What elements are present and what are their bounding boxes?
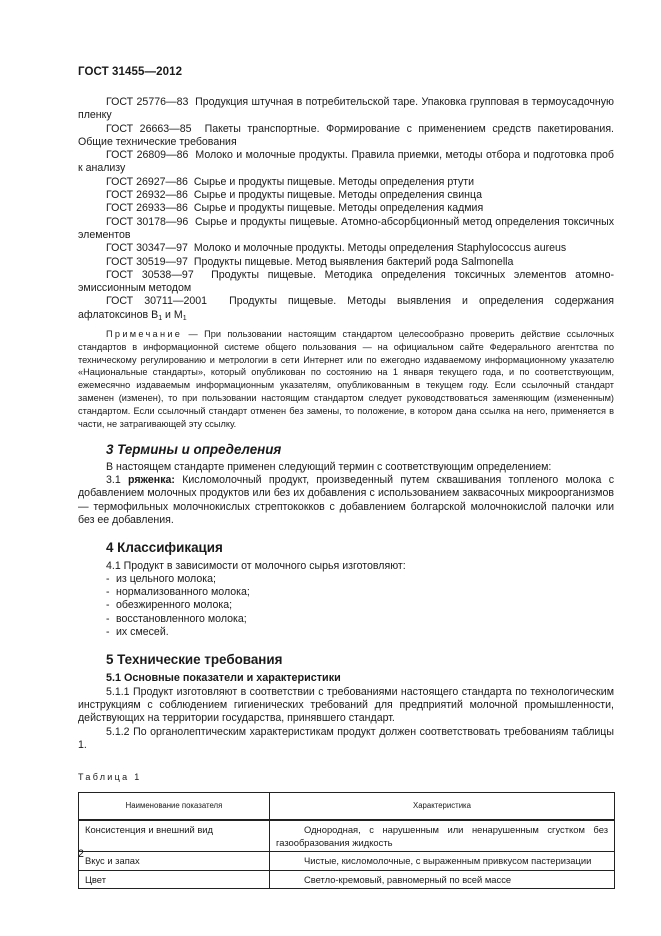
list-item-text: их смесей. (116, 625, 169, 638)
reference-title: Сырье и продукты пищевые. Методы определения ртути (193, 175, 475, 188)
subscript: 1 (158, 314, 163, 322)
table-row (79, 820, 615, 852)
table-1 (78, 792, 615, 889)
list-item: - их смесей. (106, 625, 169, 638)
term-definition-text: Кисломолочный продукт, произведенный путем сквашивания топленого молока с добавлением молочных продуктов или без их добавления с использованием заквасочных микроорганизмов — термофильных молочнокислых стрептококков с добавлением болгарской молочнокислой палочки или без ее добавления. (78, 474, 614, 526)
reference-code: ГОСТ 30519—97 (106, 255, 188, 268)
reference-code: ГОСТ 25776—83 (106, 96, 189, 108)
reference-title: Молоко и молочные продукты. Правила приемки, методы отбора и подготовка проб к анализу (78, 149, 614, 175)
list-item: - восстановленного молока; (106, 612, 247, 625)
reference-title: Продукты пищевые. Методика определения токсичных элементов атомно-эмиссионным методом (78, 268, 614, 295)
section-3-intro: В настоящем стандарте применен следующий термин с соответствующим определением: (106, 460, 552, 473)
reference-item (78, 269, 614, 296)
reference-code: ГОСТ 30178—96 (106, 215, 189, 228)
table-cell: Чистые, кисломолочные, с выраженным привкусом пастеризации (270, 852, 615, 870)
list-item-text: нормализованного молока; (116, 586, 250, 599)
table-cell: Вкус и запах (79, 852, 270, 870)
reference-title: Сырье и продукты пищевые. Атомно-абсорбционный метод определения токсичных элементов (78, 215, 614, 241)
reference-title: Продукты пищевые. Метод выявления бактерий рода Salmonella (193, 255, 514, 268)
table-caption: Таблица 1 (78, 772, 142, 783)
table-cell: Консистенция и внешний вид (79, 820, 270, 852)
table-row (79, 870, 615, 888)
list-item-text: обезжиренного молока; (116, 599, 233, 612)
paragraph-5-1-2: 5.1.2 По органолептическим характеристикам продукт должен соответствовать требованиям таблицы 1. (78, 725, 614, 752)
table-cell: Цвет (79, 870, 270, 888)
reference-item (78, 242, 614, 255)
term-definition (78, 474, 614, 527)
note-text: — При пользовании настоящим стандартом целесообразно проверить действие ссылочных стандартов в информационной системе общего пользования — на официальном сайте Федерального агентства по техническому регулированию и метрологии в сети Интернет или по ежегодно издаваемому информационному указателю «Национальные стандарты», который опубликован по состоянию на 1 января текущего года, и по соответствующим, ежемесячно издаваемым информационным указателям, опубликованным в текущем году. Если ссылочный стандарт заменен (изменен), то при пользовании настоящим стандартом следует руководствоваться заменяющим (измененным) стандартом. Если ссылочный стандарт отменен без замены, то положение, в котором дана ссылка на него, применяется в части, не затрагивающей эту ссылку. (78, 329, 614, 429)
list-item: - обезжиренного молока; (106, 599, 233, 612)
document-header-id: ГОСТ 31455—2012 (78, 66, 183, 78)
table-cell: Светло-кремовый, равномерный по всей массе (270, 870, 615, 888)
section-4-heading: 4 Классификация (106, 540, 223, 556)
reference-code: ГОСТ 30347—97 (106, 242, 188, 255)
reference-item (78, 149, 614, 176)
reference-item (78, 256, 614, 269)
reference-code: ГОСТ 30711—2001 (106, 295, 208, 308)
reference-code: ГОСТ 30538—97 (106, 268, 194, 281)
reference-code: ГОСТ 26927—86 (106, 175, 188, 188)
reference-title: Продукция штучная в потребительской таре. Упаковка групповая в термоусадочную пленку (78, 96, 615, 122)
column-header: Характеристика (270, 792, 615, 820)
column-header: Наименование показателя (79, 792, 270, 820)
page-number: 2 (78, 848, 84, 860)
list-item: - из цельного молока; (106, 572, 216, 585)
section-5-1-heading: 5.1 Основные показатели и характеристики (106, 671, 341, 684)
reference-code: ГОСТ 26933—86 (106, 202, 188, 215)
note-paragraph (78, 328, 614, 430)
note-label: Примечание (106, 329, 183, 340)
reference-item (78, 189, 614, 202)
table-header-row (79, 792, 615, 820)
term-name: ряженка: (128, 474, 175, 487)
reference-title: Сырье и продукты пищевые. Методы определения свинца (193, 189, 482, 202)
list-item: - нормализованного молока; (106, 586, 250, 599)
reference-item (78, 202, 614, 215)
normative-references-list (78, 96, 614, 325)
reference-item (78, 216, 614, 243)
section-3-heading: 3 Термины и определения (106, 442, 282, 458)
list-item-text: из цельного молока; (116, 572, 216, 585)
reference-item (78, 176, 614, 189)
list-item-text: восстановленного молока; (116, 612, 247, 625)
reference-title-cont: и M (162, 308, 183, 321)
reference-title: Сырье и продукты пищевые. Методы определения кадмия (193, 202, 484, 215)
document-body (78, 96, 614, 889)
reference-code: ГОСТ 26932—86 (106, 189, 188, 202)
reference-code: ГОСТ 26809—86 (106, 149, 189, 162)
reference-code: ГОСТ 26663—85 (106, 122, 192, 135)
reference-item (78, 123, 614, 150)
reference-title: Продукты пищевые. Методы выявления и определения содержания афлатоксинов B (78, 295, 614, 321)
paragraph-5-1-1: 5.1.1 Продукт изготовляют в соответствии с требованиями настоящего стандарта по технологическим инструкциям с соблюдением гигиенических требований для предприятий молочной промышленности, действующих на территории государства, принявшего стандарт. (78, 685, 614, 725)
table-cell: Однородная, с нарушенным или ненарушенным сгустком без газообразования жидкость (270, 820, 615, 852)
term-number: 3.1 (106, 474, 129, 487)
table-row (79, 852, 615, 870)
reference-title: Молоко и молочные продукты. Методы определения Staphylococcus aureus (193, 242, 567, 255)
reference-item (78, 96, 614, 123)
subscript: 1 (182, 314, 187, 322)
reference-title: Пакеты транспортные. Формирование с применением средств пакетирования. Общие технические требования (78, 122, 615, 148)
section-5-heading: 5 Технические требования (106, 652, 283, 668)
section-4-intro: 4.1 Продукт в зависимости от молочного сырья изготовляют: (106, 559, 406, 572)
reference-item (78, 295, 614, 325)
